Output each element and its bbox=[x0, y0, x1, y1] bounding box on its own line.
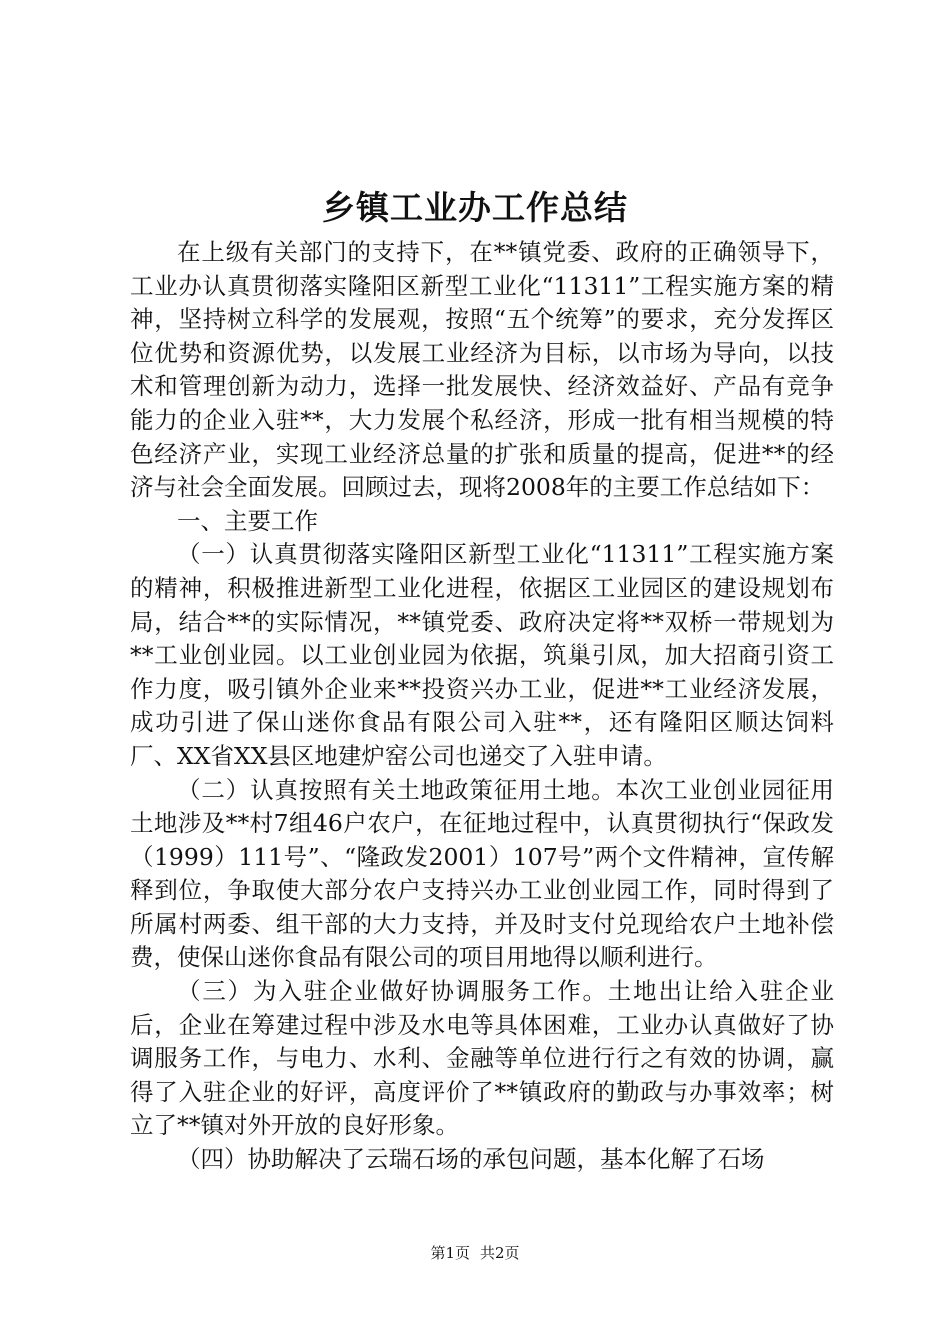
item-paragraph-4: （四）协助解决了云瑞石场的承包问题，基本化解了石场 bbox=[177, 1145, 765, 1174]
section-heading: 一、主要工作 bbox=[177, 506, 318, 535]
document-body bbox=[130, 236, 834, 1177]
item-paragraph-1: （一）认真贯彻落实隆阳区新型工业化“11311”工程实施方案的精神，积极推进新型工业化进程，依据区工业园区的建设规划布局，结合**的实际情况，**镇党委、政府决定将**双桥一带规划为**工业创业园。以工业创业园为依据，筑巢引凤，加大招商引资工作力度，吸引镇外企业来**投资兴办工业，促进**工业经济发展，成功引进了保山迷你食品有限公司入驻**，还有隆阳区顺达饲料厂、XX省XX县区地建炉窑公司也递交了入驻申请。 bbox=[130, 540, 834, 770]
document-title: 乡镇工业办工作总结 bbox=[322, 188, 628, 227]
page-number: 第1页 bbox=[430, 1244, 470, 1262]
intro-paragraph: 在上级有关部门的支持下，在**镇党委、政府的正确领导下，工业办认真贯彻落实隆阳区新型工业化“11311”工程实施方案的精神，坚持树立科学的发展观，按照“五个统筹”的要求，充分发挥区位优势和资源优势，以发展工业经济为目标，以市场为导向，以技术和管理创新为动力，选择一批发展快、经济效益好、产品有竞争能力的企业入驻**，大力发展个私经济，形成一批有相当规模的特色经济产业，实现工业经济总量的扩张和质量的提高，促进**的经济与社会全面发展。回顾过去，现将2008年的主要工作总结如下： bbox=[130, 238, 834, 502]
item-paragraph-3: （三）为入驻企业做好协调服务工作。土地出让给入驻企业后，企业在筹建过程中涉及水电等具体困难，工业办认真做好了协调服务工作，与电力、水利、金融等单位进行行之有效的协调，赢得了入驻企业的好评，高度评价了**镇政府的勤政与办事效率；树立了**镇对外开放的良好形象。 bbox=[130, 977, 834, 1140]
page-footer bbox=[0, 1243, 950, 1263]
item-paragraph-2: （二）认真按照有关土地政策征用土地。本次工业创业园征用土地涉及**村7组46户农户，在征地过程中，认真贯彻执行“保政发（1999）111号”、“隆政发2001）107号”两个文件精神，宣传解释到位，争取使大部分农户支持兴办工业创业园工作，同时得到了所属村两委、组干部的大力支持，并及时支付兑现给农户土地补偿费，使保山迷你食品有限公司的项目用地得以顺利进行。 bbox=[130, 775, 834, 972]
page-total: 共2页 bbox=[480, 1244, 520, 1262]
